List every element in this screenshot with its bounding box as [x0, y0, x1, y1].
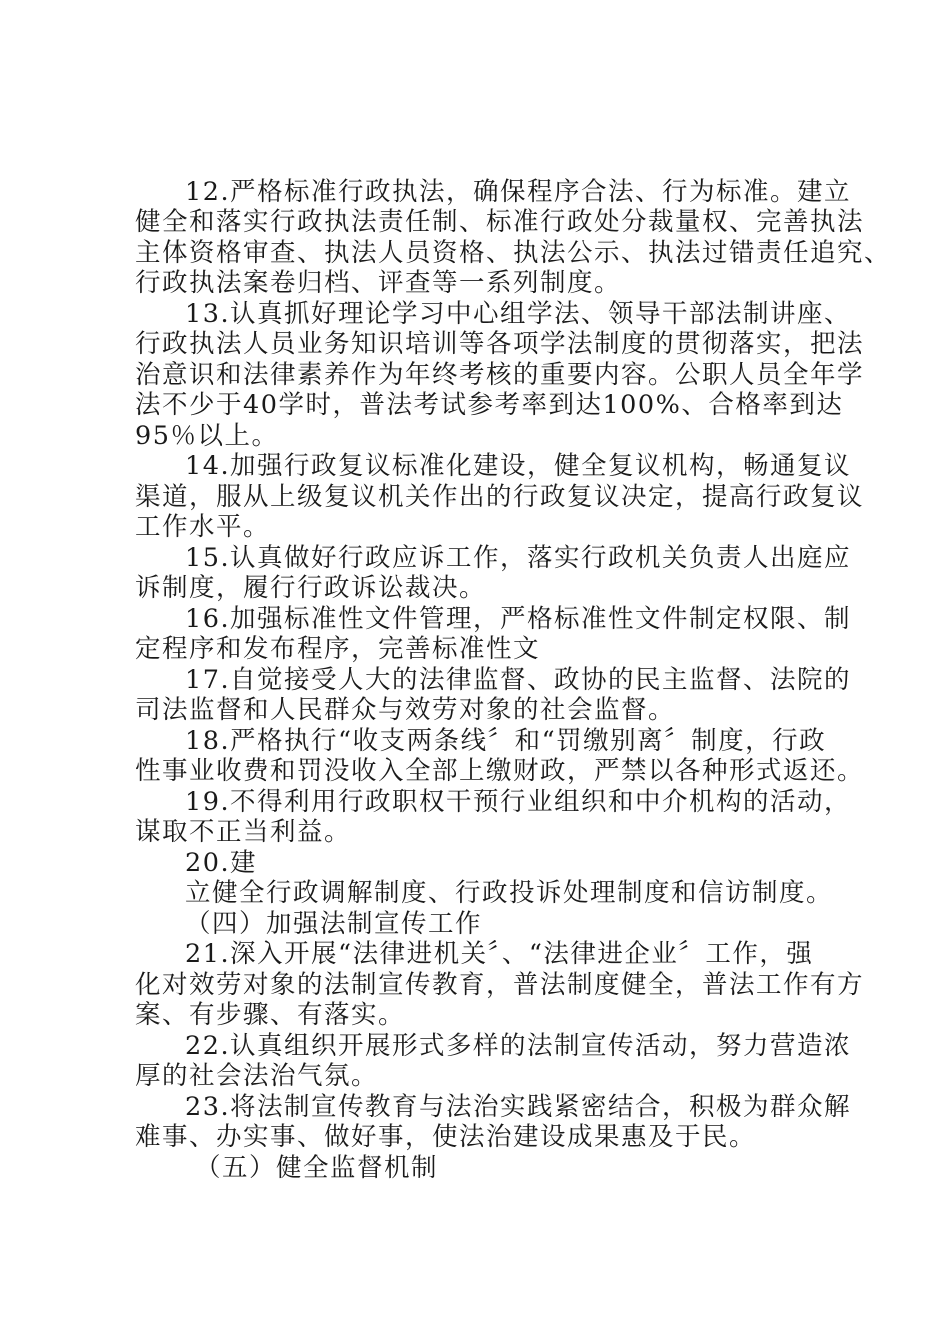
paragraph-14-line-1: 14.加强行政复议标准化建设，健全复议机构，畅通复议	[185, 451, 852, 481]
paragraph-13-line-4: 法不少于40学时，普法考试参考率到达100%、合格率到达	[135, 390, 844, 420]
paragraph-16-line-2: 定程序和发布程序，完善标准性文	[135, 634, 541, 664]
paragraph-18-line-2: 性事业收费和罚没收入全部上缴财政，严禁以各种形式返还。	[135, 756, 865, 786]
paragraph-20-line-2: 立健全行政调解制度、行政投诉处理制度和信访制度。	[185, 878, 834, 908]
paragraph-12-line-3: 主体资格审查、执法人员资格、执法公示、执法过错责任追究、	[135, 238, 892, 268]
paragraph-15-line-1: 15.认真做好行政应诉工作，落实行政机关负责人出庭应	[185, 543, 852, 573]
paragraph-19-line-1: 19.不得利用行政职权干预行业组织和中介机构的活动，	[185, 787, 852, 817]
paragraph-12-line-2: 健全和落实行政执法责任制、标准行政处分裁量权、完善执法	[135, 207, 865, 237]
paragraph-18-line-1: 18.严格执行“收支两条线〞和“罚缴别离〞制度，行政	[185, 726, 827, 756]
section-heading-5: （五）健全监督机制	[195, 1153, 439, 1183]
paragraph-14-line-3: 工作水平。	[135, 512, 271, 542]
paragraph-15-line-2: 诉制度，履行行政诉讼裁决。	[135, 573, 487, 603]
paragraph-13-line-2: 行政执法人员业务知识培训等各项学法制度的贯彻落实，把法	[135, 329, 865, 359]
paragraph-21-line-2: 化对效劳对象的法制宣传教育，普法制度健全，普法工作有方	[135, 970, 865, 1000]
paragraph-14-line-2: 渠道，服从上级复议机关作出的行政复议决定，提高行政复议	[135, 482, 865, 512]
paragraph-17-line-2: 司法监督和人民群众与效劳对象的社会监督。	[135, 695, 676, 725]
paragraph-16-line-1: 16.加强标准性文件管理，严格标准性文件制定权限、制	[185, 604, 852, 634]
paragraph-21-line-1: 21.深入开展“法律进机关〞、“法律进企业〞工作，强	[185, 939, 814, 969]
paragraph-22-line-2: 厚的社会法治气氛。	[135, 1061, 379, 1091]
paragraph-23-line-1: 23.将法制宣传教育与法治实践紧密结合，积极为群众解	[185, 1092, 852, 1122]
paragraph-20-line-1: 20.建	[185, 848, 258, 878]
paragraph-12-line-1: 12.严格标准行政执法，确保程序合法、行为标准。建立	[185, 177, 852, 207]
paragraph-12-line-4: 行政执法案卷归档、评查等一系列制度。	[135, 268, 622, 298]
paragraph-13-line-5: 95％以上。	[135, 421, 279, 451]
paragraph-21-line-3: 案、有步骤、有落实。	[135, 1000, 406, 1030]
paragraph-19-line-2: 谋取不正当利益。	[135, 817, 352, 847]
section-heading-4: （四）加强法制宣传工作	[185, 909, 483, 939]
paragraph-23-line-2: 难事、办实事、做好事，使法治建设成果惠及于民。	[135, 1122, 757, 1152]
paragraph-17-line-1: 17.自觉接受人大的法律监督、政协的民主监督、法院的	[185, 665, 852, 695]
paragraph-13-line-1: 13.认真抓好理论学习中心组学法、领导干部法制讲座、	[185, 299, 852, 329]
paragraph-22-line-1: 22.认真组织开展形式多样的法制宣传活动，努力营造浓	[185, 1031, 852, 1061]
paragraph-13-line-3: 治意识和法律素养作为年终考核的重要内容。公职人员全年学	[135, 360, 865, 390]
